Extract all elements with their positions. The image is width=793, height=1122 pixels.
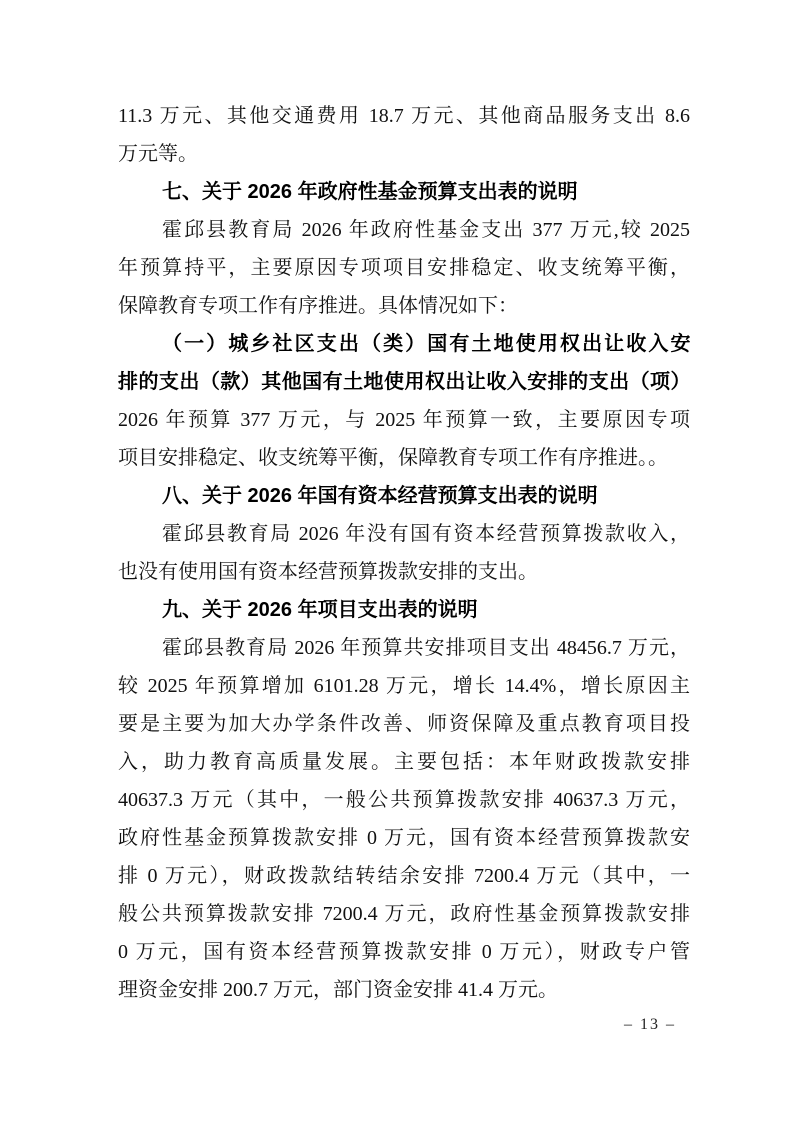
emphasis-line: （一）城乡社区支出（类）国有土地使用权出让收入安 xyxy=(162,333,690,355)
text-line: 排 0 万元），财政拨款结转结余安排 7200.4 万元（其中，一 xyxy=(118,865,690,887)
text-line: 入，助力教育高质量发展。主要包括：本年财政拨款安排 xyxy=(118,751,690,773)
document-text-block xyxy=(118,97,690,1009)
text-line: 较 2025 年预算增加 6101.28 万元，增长 14.4%，增长原因主 xyxy=(118,675,690,697)
text-line: 11.3 万元、其他交通费用 18.7 万元、其他商品服务支出 8.6 xyxy=(118,105,690,127)
text-line: 霍邱县教育局 2026 年政府性基金支出 377 万元,较 2025 xyxy=(162,219,690,241)
text-line: 霍邱县教育局 2026 年没有国有资本经营预算拨款收入， xyxy=(162,523,690,545)
text-line: 霍邱县教育局 2026 年预算共安排项目支出 48456.7 万元， xyxy=(162,637,690,659)
section-heading: 七、关于 2026 年政府性基金预算支出表的说明 xyxy=(162,181,578,203)
text-line: 0 万元，国有资本经营预算拨款安排 0 万元），财政专户管 xyxy=(118,941,690,963)
section-heading: 九、关于 2026 年项目支出表的说明 xyxy=(162,599,478,621)
text-line: 万元等。 xyxy=(118,143,198,165)
page-number: – 13 – xyxy=(624,1016,676,1033)
text-line: 项目安排稳定、收支统筹平衡，保障教育专项工作有序推进。。 xyxy=(118,447,668,469)
text-line: 要是主要为加大办学条件改善、师资保障及重点教育项目投 xyxy=(118,713,690,735)
text-line: 也没有使用国有资本经营预算拨款安排的支出。 xyxy=(118,561,538,583)
text-line: 40637.3 万元（其中，一般公共预算拨款安排 40637.3 万元， xyxy=(118,789,690,811)
emphasis-line: 排的支出（款）其他国有土地使用权出让收入安排的支出（项） xyxy=(118,371,690,393)
text-line: 2026 年预算 377 万元，与 2025 年预算一致，主要原因专项 xyxy=(118,409,690,431)
text-line: 理资金安排 200.7 万元，部门资金安排 41.4 万元。 xyxy=(118,979,558,1001)
text-line: 政府性基金预算拨款安排 0 万元，国有资本经营预算拨款安 xyxy=(118,827,690,849)
text-line: 般公共预算拨款安排 7200.4 万元，政府性基金预算拨款安排 xyxy=(118,903,690,925)
text-line: 年预算持平，主要原因专项项目安排稳定、收支统筹平衡， xyxy=(118,257,690,279)
section-heading: 八、关于 2026 年国有资本经营预算支出表的说明 xyxy=(162,485,598,507)
text-line: 保障教育专项工作有序推进。具体情况如下： xyxy=(118,295,518,317)
